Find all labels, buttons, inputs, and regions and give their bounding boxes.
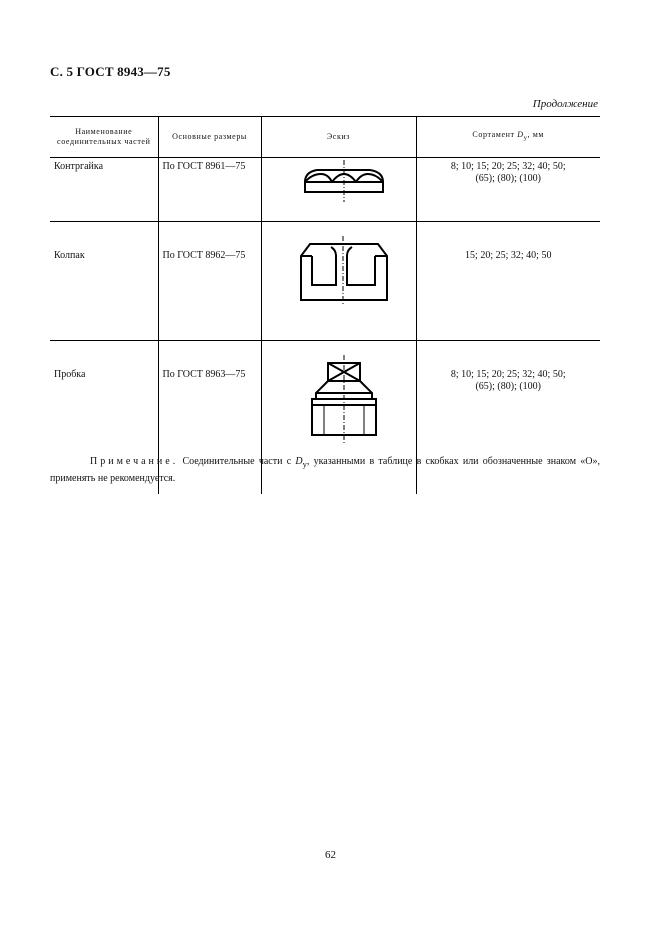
cap-drawing: [262, 222, 417, 312]
page-header-title: С. 5 ГОСТ 8943—75: [50, 64, 171, 79]
plug-drawing: [262, 341, 417, 466]
note-symbol: D: [295, 456, 303, 467]
connectors-table: [50, 116, 600, 494]
note-subscript: у: [302, 460, 307, 469]
row-gost: По ГОСТ 8962—75: [158, 222, 261, 341]
assortment-line-1: 8; 10; 15; 20; 25; 32; 40; 50;: [450, 161, 566, 172]
assortment-line-1: 15; 20; 25; 32; 40; 50: [465, 250, 552, 261]
assortment-suffix: , мм: [527, 130, 545, 140]
row-gost: По ГОСТ 8961—75: [158, 158, 261, 222]
row-name: Контргайка: [50, 158, 158, 222]
note-label: Примечание.: [90, 456, 179, 467]
sketch-locknut: [261, 158, 416, 222]
assortment-line-1: 8; 10; 15; 20; 25; 32; 40; 50;: [450, 369, 566, 380]
assortment-line-2: (65); (80); (100): [475, 381, 542, 392]
table-row: [50, 158, 600, 222]
table-row: [50, 222, 600, 341]
row-assortment: [416, 222, 600, 341]
page-number: 62: [325, 849, 336, 861]
assortment-symbol: D: [517, 130, 524, 140]
assortment-subscript: у: [523, 134, 528, 142]
row-name: Пробка: [54, 369, 86, 380]
row-assortment: [416, 158, 600, 222]
note-text-before: Соединительные части с: [178, 456, 296, 467]
locknut-drawing: [262, 158, 417, 218]
sketch-cap: [261, 222, 416, 341]
col-header-sizes: Основные размеры: [158, 117, 261, 158]
table-header-row: [50, 117, 600, 158]
note-text-after: , указанными в таблице в скобках или обозначенные знаком «О», применять не рекомендуется.: [50, 456, 600, 484]
col-header-name: Наименование соединительных частей: [50, 117, 158, 158]
assortment-prefix: Сортамент: [472, 130, 515, 140]
row-gost: По ГОСТ 8963—75: [158, 341, 261, 495]
row-name: Колпак: [50, 222, 158, 341]
assortment-line-2: (65); (80); (100): [475, 173, 542, 184]
footnote: [50, 455, 600, 486]
continued-label: Продолжение: [532, 98, 598, 110]
col-header-sketch: Эскиз: [261, 117, 416, 158]
col-header-assortment: [416, 117, 600, 158]
